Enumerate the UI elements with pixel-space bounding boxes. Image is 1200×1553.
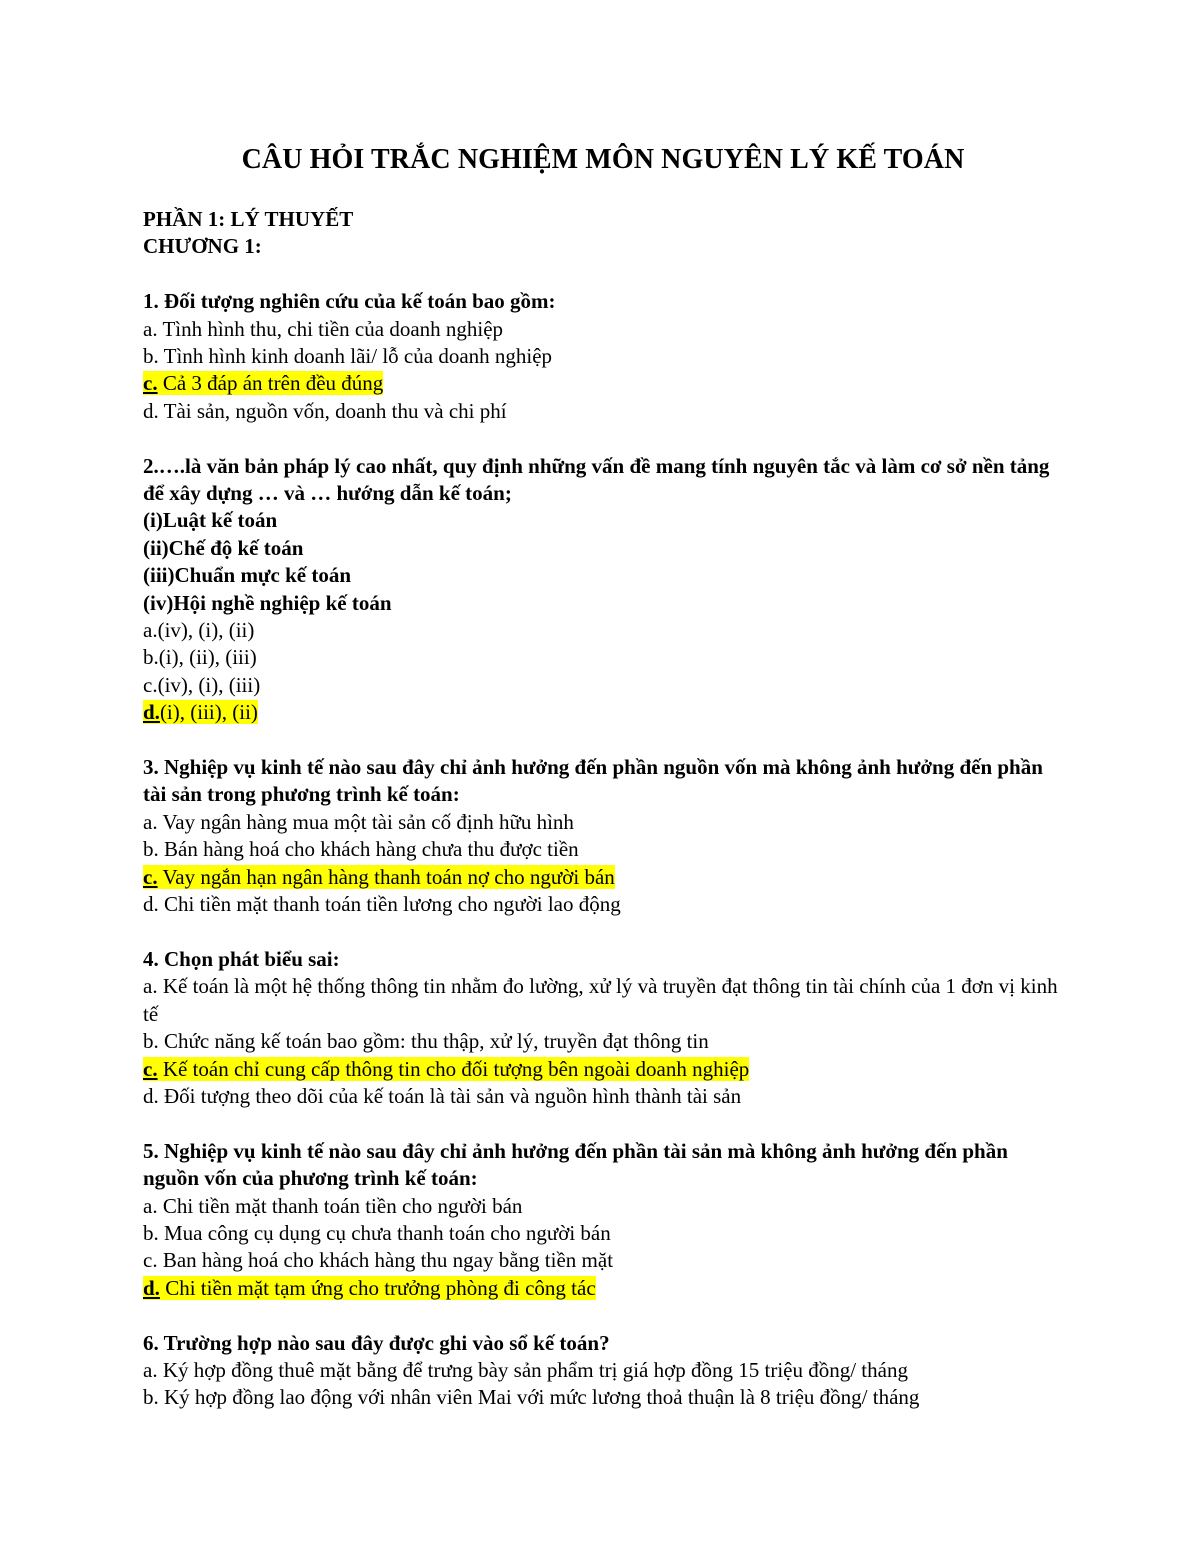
option-b <box>143 644 1063 671</box>
option-a <box>143 973 1063 1028</box>
option-text: Chi tiền mặt thanh toán tiền cho người bán <box>157 1193 523 1218</box>
option-text: Cả 3 đáp án trên đều đúng <box>157 371 384 396</box>
option-letter: b. <box>143 344 159 369</box>
option-text: (iv), (i), (ii) <box>157 618 255 643</box>
option-a <box>143 809 1063 836</box>
document-title: CÂU HỎI TRẮC NGHIỆM MÔN NGUYÊN LÝ KẾ TOÁN <box>241 144 965 175</box>
option-c-correct <box>143 864 1063 891</box>
option-d-correct <box>143 1275 1063 1302</box>
option-b <box>143 836 1063 863</box>
option-letter: b. <box>143 1220 159 1245</box>
question-4 <box>143 946 1063 1110</box>
option-c-correct <box>143 370 1063 397</box>
option-letter: a. <box>143 974 158 999</box>
option-text: Tài sản, nguồn vốn, doanh thu và chi phí <box>158 398 507 423</box>
option-text: Vay ngân hàng mua một tài sản cố định hữu hình <box>157 809 574 834</box>
option-letter: d. <box>143 700 160 725</box>
option-text: Đối tượng theo dõi của kế toán là tài sản và nguồn hình thành tài sản <box>158 1083 742 1108</box>
spacer <box>143 261 1063 288</box>
question-6 <box>143 1330 1063 1412</box>
option-letter: c. <box>143 1248 158 1273</box>
option-b <box>143 343 1063 370</box>
question-5 <box>143 1138 1063 1302</box>
option-letter: c. <box>143 864 158 889</box>
option-text: (i), (ii), (iii) <box>158 645 257 670</box>
option-text: Ký hợp đồng thuê mặt bằng để trưng bày sản phẩm trị giá hợp đồng 15 triệu đồng/ tháng <box>157 1357 908 1382</box>
chapter-heading: CHƯƠNG 1: <box>143 234 262 259</box>
option-c <box>143 672 1063 699</box>
option-c-correct <box>143 1056 1063 1083</box>
option-letter: a. <box>143 1193 158 1218</box>
option-a <box>143 1193 1063 1220</box>
option-letter: b. <box>143 1385 159 1410</box>
option-text: Chi tiền mặt thanh toán tiền lương cho người lao động <box>158 892 621 917</box>
option-text: Kế toán chỉ cung cấp thông tin cho đối tượng bên ngoài doanh nghiệp <box>157 1056 750 1081</box>
spacer <box>143 1302 1063 1329</box>
option-letter: c. <box>143 672 158 697</box>
sub-item-iv: (iv)Hội nghề nghiệp kế toán <box>143 590 392 615</box>
option-text: Chi tiền mặt tạm ứng cho trưởng phòng đi công tác <box>159 1275 596 1300</box>
question-3 <box>143 754 1063 918</box>
option-b <box>143 1384 1063 1411</box>
option-letter: d. <box>143 1275 160 1300</box>
part-heading: PHẦN 1: LÝ THUYẾT <box>143 207 354 231</box>
question-stem: 2.….là văn bản pháp lý cao nhất, quy định những vấn đề mang tính nguyên tắc và làm cơ sở nền tảng để xây dựng … và … hướng dẫn kế toán; <box>143 453 1050 506</box>
option-text: Tình hình kinh doanh lãi/ lỗ của doanh nghiệp <box>158 344 553 369</box>
option-d <box>143 891 1063 918</box>
sub-item-iii: (iii)Chuẩn mực kế toán <box>143 563 352 588</box>
option-letter: a. <box>143 1357 158 1382</box>
option-text: Mua công cụ dụng cụ chưa thanh toán cho người bán <box>158 1220 611 1245</box>
option-b <box>143 1220 1063 1247</box>
question-stem: 5. Nghiệp vụ kinh tế nào sau đây chỉ ảnh hưởng đến phần tài sản mà không ảnh hưởng đến phần nguồn vốn của phương trình kế toán: <box>143 1138 1008 1191</box>
option-d <box>143 1083 1063 1110</box>
option-letter: a. <box>143 618 158 643</box>
spacer <box>143 727 1063 754</box>
option-text: Ban hàng hoá cho khách hàng thu ngay bằng tiền mặt <box>157 1248 614 1273</box>
option-a <box>143 316 1063 343</box>
option-c <box>143 1247 1063 1274</box>
option-letter: c. <box>143 371 158 396</box>
option-text: Kế toán là một hệ thống thông tin nhằm đo lường, xử lý và truyền đạt thông tin tài chính của 1 đơn vị kinh tế <box>143 974 1058 1026</box>
option-letter: b. <box>143 1029 159 1054</box>
option-letter: c. <box>143 1056 158 1081</box>
document-page <box>143 140 1063 1412</box>
sub-item-ii: (ii)Chế độ kế toán <box>143 535 304 560</box>
spacer <box>143 1110 1063 1137</box>
question-stem: 1. Đối tượng nghiên cứu của kế toán bao gồm: <box>143 289 556 314</box>
question-stem: 6. Trường hợp nào sau đây được ghi vào sổ kế toán? <box>143 1330 610 1355</box>
option-letter: b. <box>143 645 159 670</box>
option-text: Ký hợp đồng lao động với nhân viên Mai với mức lương thoả thuận là 8 triệu đồng/ tháng <box>158 1385 920 1410</box>
question-stem: 3. Nghiệp vụ kinh tế nào sau đây chỉ ảnh hưởng đến phần nguồn vốn mà không ảnh hưởng đến phần tài sản trong phương trình kế toán: <box>143 755 1043 807</box>
option-a <box>143 617 1063 644</box>
option-letter: d. <box>143 398 159 423</box>
option-a <box>143 1357 1063 1384</box>
option-text: Bán hàng hoá cho khách hàng chưa thu được tiền <box>158 837 579 862</box>
option-d <box>143 398 1063 425</box>
option-letter: d. <box>143 1083 159 1108</box>
option-letter: a. <box>143 316 158 341</box>
option-d-correct <box>143 699 1063 726</box>
question-2 <box>143 453 1063 727</box>
sub-item-i: (i)Luật kế toán <box>143 508 278 533</box>
option-letter: b. <box>143 837 159 862</box>
option-text: (i), (iii), (ii) <box>159 700 258 725</box>
question-stem: 4. Chọn phát biểu sai: <box>143 946 340 971</box>
option-text: Tình hình thu, chi tiền của doanh nghiệp <box>157 316 504 341</box>
spacer <box>143 425 1063 452</box>
option-text: Chức năng kế toán bao gồm: thu thập, xử lý, truyền đạt thông tin <box>158 1029 709 1054</box>
option-b <box>143 1028 1063 1055</box>
option-letter: a. <box>143 809 158 834</box>
option-text: (iv), (i), (iii) <box>157 672 261 697</box>
question-1 <box>143 288 1063 425</box>
option-text: Vay ngắn hạn ngân hàng thanh toán nợ cho người bán <box>157 864 615 889</box>
option-letter: d. <box>143 892 159 917</box>
spacer <box>143 919 1063 946</box>
